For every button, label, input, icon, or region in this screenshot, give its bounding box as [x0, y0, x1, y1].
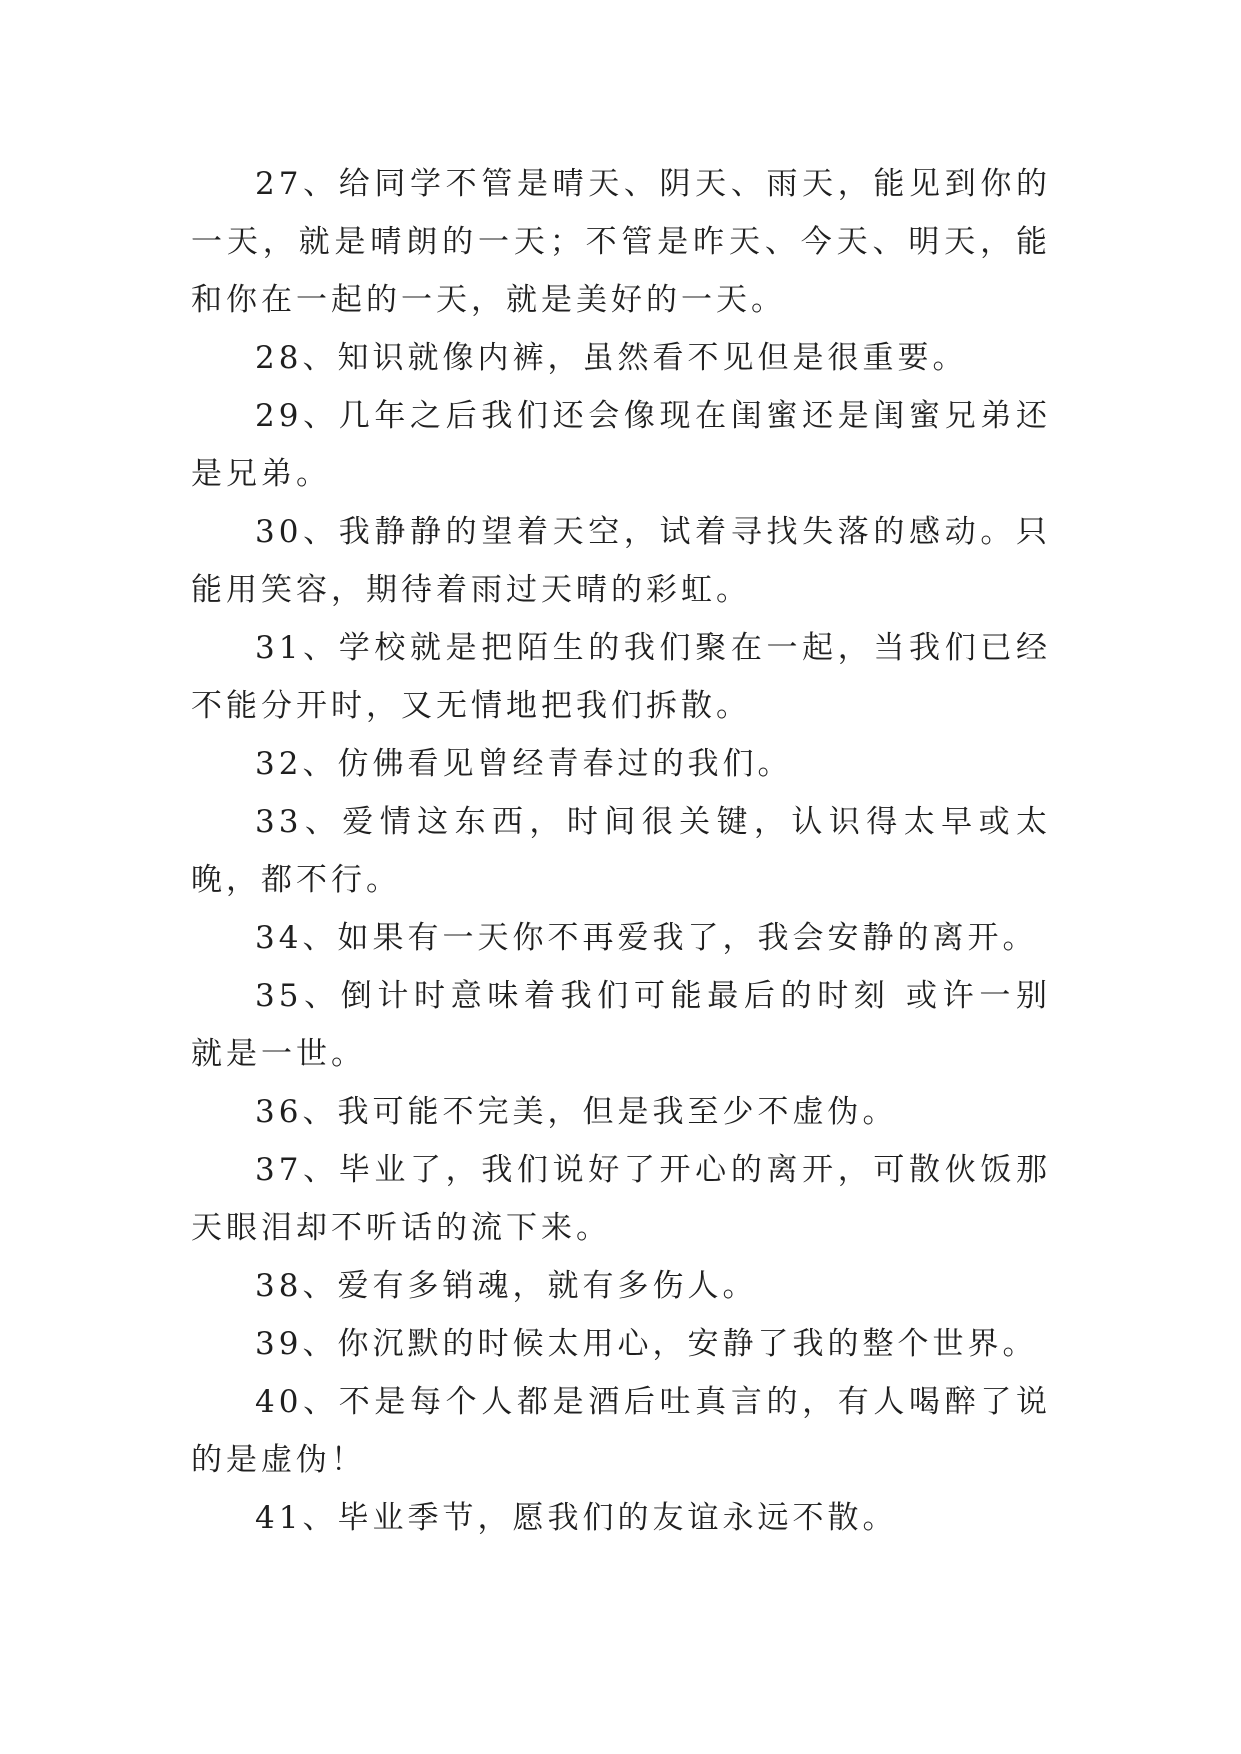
paragraph: 28、知识就像内裤，虽然看不见但是很重要。: [255, 340, 968, 376]
paragraph: 32、仿佛看见曾经青春过的我们。: [255, 746, 793, 782]
paragraph: 36、我可能不完美，但是我至少不虚伪。: [255, 1094, 898, 1130]
paragraph: 35、倒计时意味着我们可能最后的时刻 或许一别就是一世。: [191, 978, 1051, 1072]
paragraph: 34、如果有一天你不再爱我了，我会安静的离开。: [255, 920, 1038, 956]
paragraph: 39、你沉默的时候太用心，安静了我的整个世界。: [255, 1326, 1038, 1362]
document-body: [191, 155, 1051, 1547]
paragraph: 31、学校就是把陌生的我们聚在一起，当我们已经不能分开时，又无情地把我们拆散。: [191, 630, 1051, 724]
paragraph: 29、几年之后我们还会像现在闺蜜还是闺蜜兄弟还是兄弟。: [191, 398, 1051, 492]
paragraph: 30、我静静的望着天空，试着寻找失落的感动。只能用笑容，期待着雨过天晴的彩虹。: [191, 514, 1051, 608]
paragraph: 37、毕业了，我们说好了开心的离开，可散伙饭那天眼泪却不听话的流下来。: [191, 1152, 1051, 1246]
paragraph: 33、爱情这东西，时间很关键，认识得太早或太晚，都不行。: [191, 804, 1051, 898]
paragraph: 27、给同学不管是晴天、阴天、雨天，能见到你的一天，就是晴朗的一天；不管是昨天、今天、明天，能和你在一起的一天，就是美好的一天。: [191, 166, 1051, 318]
paragraph: 40、不是每个人都是酒后吐真言的，有人喝醉了说的是虚伪！: [191, 1384, 1051, 1478]
paragraph: 41、毕业季节，愿我们的友谊永远不散。: [255, 1500, 898, 1536]
paragraph: 38、爱有多销魂，就有多伤人。: [255, 1268, 758, 1304]
